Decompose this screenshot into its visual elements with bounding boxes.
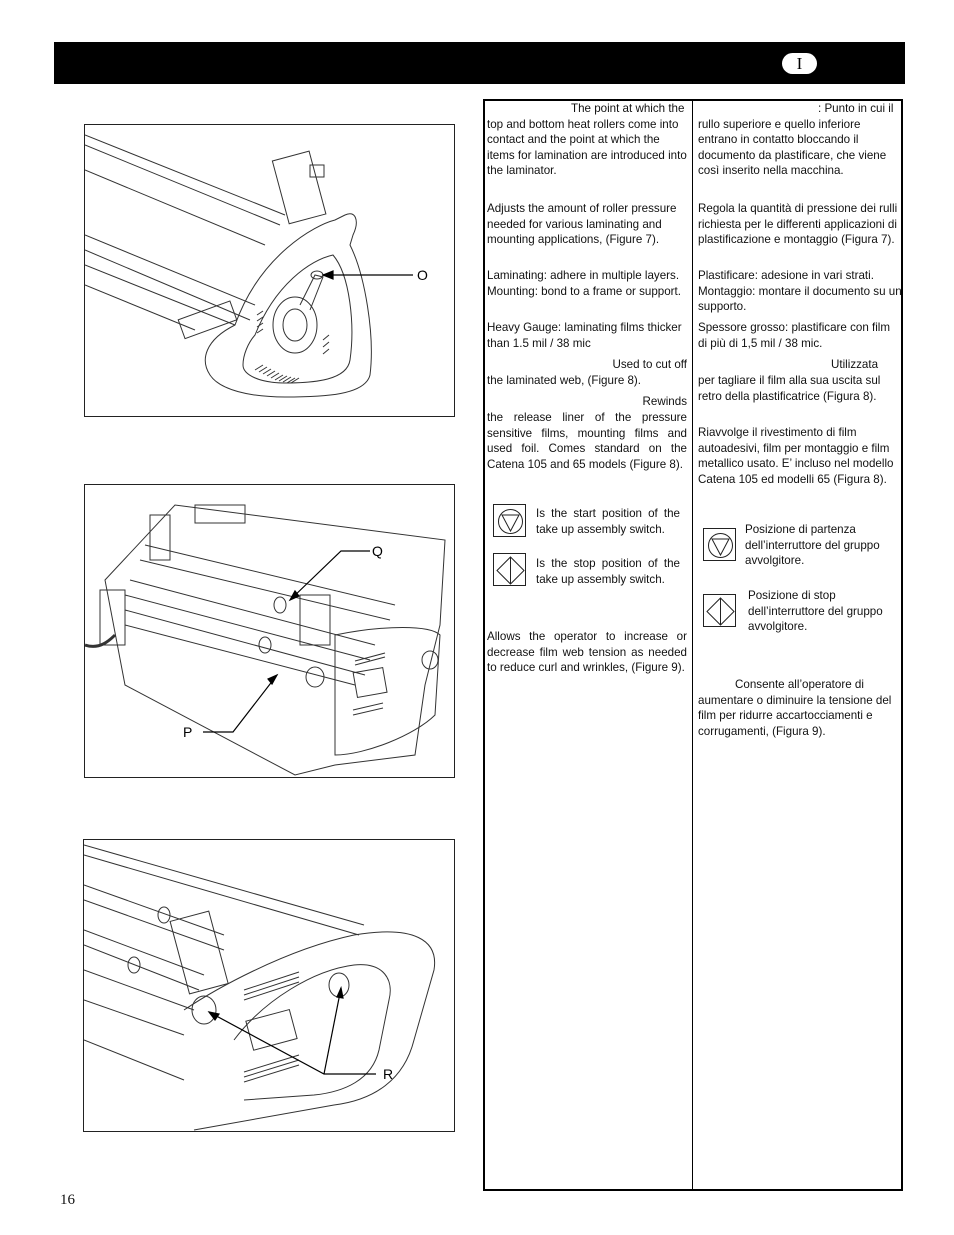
it-start-switch-description: Posizione di partenza dell’interruttore del gruppo avvolgitore. bbox=[745, 523, 880, 568]
figure-pressure-lever bbox=[84, 124, 455, 417]
it-laminating-definition: Plastificare: adesione in vari strati. Montaggio: montare il documento su un supporto. bbox=[698, 269, 902, 314]
laminator-side-illustration bbox=[85, 125, 454, 416]
start-symbol-icon-it bbox=[703, 528, 736, 561]
it-nip-description: : Punto in cui il rullo superiore e quello inferiore entrano in contatto bloccando il documento da plastificare, che viene così inserito nella macchina. bbox=[698, 102, 894, 178]
page-number: 16 bbox=[60, 1192, 75, 1208]
it-pressure-description: Regola la quantità di pressione dei rulli richiesta per le differenti applicazioni di plastificazione e montaggio (Figura 7). bbox=[698, 202, 898, 247]
language-badge: I bbox=[782, 53, 817, 74]
en-start-switch-description: Is the start position of the take up assembly switch. bbox=[536, 507, 680, 536]
it-tension-description: Consente all’operatore di aumentare o diminuire la tensione del film per ridurre accartocciamenti e corrugamenti, (Figura 9). bbox=[698, 678, 892, 738]
it-cutter-description-line1: Utilizzata bbox=[831, 358, 879, 371]
stop-symbol-icon bbox=[493, 553, 526, 586]
header-bar bbox=[54, 42, 905, 84]
start-symbol-icon bbox=[493, 504, 526, 537]
callout-q: Q bbox=[372, 543, 383, 559]
it-cutter-description-line2: per tagliare il film alla sua uscita sul retro della plastificatrice (Figura 8). bbox=[698, 374, 881, 403]
column-divider bbox=[692, 100, 693, 1191]
it-stop-switch-description: Posizione di stop dell’interruttore del gruppo avvolgitore. bbox=[748, 589, 883, 634]
laminator-tension-illustration bbox=[84, 840, 454, 1131]
it-rewind-description: Riavvolge il rivestimento di film autoadesivi, film per montaggio e film metallico usato. E’ incluso nel modello Catena 105 ed modelli 65 (Figura 8). bbox=[698, 426, 894, 486]
it-heavy-gauge-definition: Spessore grosso: plastificare con film di più di 1,5 mil / 38 mic. bbox=[698, 321, 891, 350]
figure-tension-knobs bbox=[83, 839, 455, 1132]
en-cutter-description-line1: Used to cut off bbox=[612, 358, 687, 371]
en-laminating-definition: Laminating: adhere in multiple layers. Mounting: bond to a frame or support. bbox=[487, 269, 681, 298]
callout-r: R bbox=[383, 1066, 394, 1082]
en-heavy-gauge-definition: Heavy Gauge: laminating films thicker than 1.5 mil / 38 mic bbox=[487, 321, 682, 350]
en-rewind-description: the release liner of the pressure sensitive films, mounting films and used foil. Comes standard on the Catena 105 and 65 models (Figure 8). bbox=[487, 411, 687, 471]
laminator-front-illustration bbox=[85, 485, 454, 777]
figure-take-up-assembly bbox=[84, 484, 455, 778]
en-pressure-description: Adjusts the amount of roller pressure needed for various laminating and mounting applications, (Figure 7). bbox=[487, 202, 677, 247]
en-tension-description: Allows the operator to increase or decrease film web tension as needed to reduce curl and wrinkles, (Figure 9). bbox=[487, 630, 687, 675]
callout-p: P bbox=[183, 724, 193, 740]
stop-symbol-icon-it bbox=[703, 594, 736, 627]
en-stop-switch-description: Is the stop position of the take up assembly switch. bbox=[536, 557, 680, 586]
en-cutter-description-line2: the laminated web, (Figure 8). bbox=[487, 374, 642, 387]
callout-o: O bbox=[417, 267, 428, 283]
en-nip-description: The point at which the top and bottom heat rollers come into contact and the point at which the items for lamination are introduced into the laminator. bbox=[487, 102, 687, 178]
en-rewind-description-line1: Rewinds bbox=[642, 395, 687, 408]
